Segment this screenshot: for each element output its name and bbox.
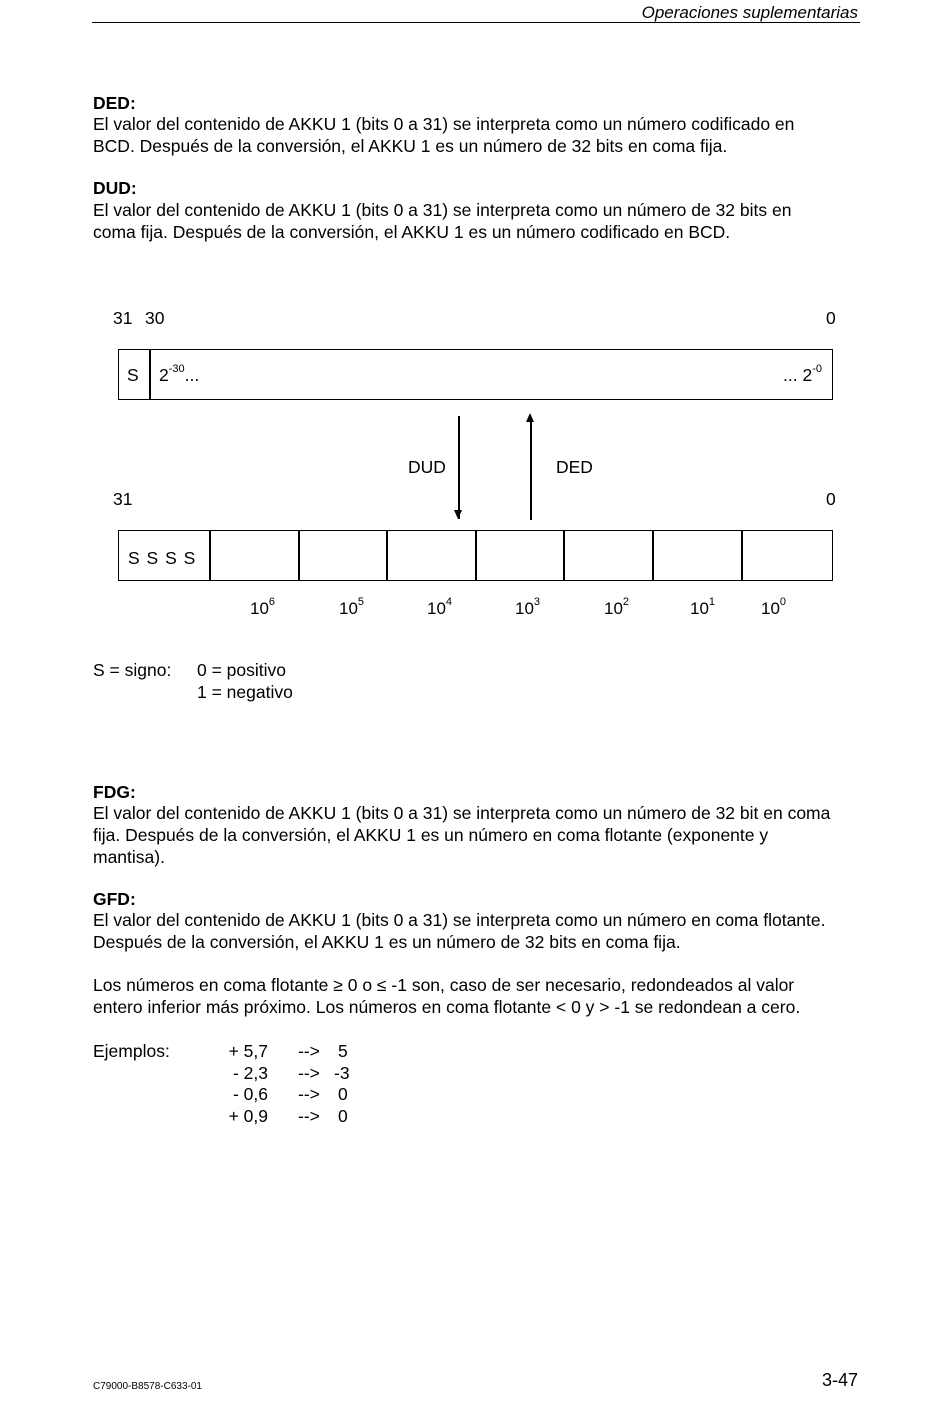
fdg-body <box>93 802 863 868</box>
fdg-line: El valor del contenido de AKKU 1 (bits 0 a 31) se interpreta como un número de 32 bit en coma <box>93 803 831 823</box>
decade-weight: $10^1$ <box>690 596 716 618</box>
bottom-bit-31: 31 <box>113 489 133 509</box>
top-bit-30: 30 <box>145 308 165 328</box>
bcd-register <box>118 530 833 581</box>
decade-weight: $10^2$ <box>604 596 630 618</box>
ded-line: El valor del contenido de AKKU 1 (bits 0 a 31) se interpreta como un número codificado en <box>93 114 795 134</box>
top-bit-31: 31 <box>113 308 133 328</box>
decade-weight: $10^6$ <box>250 596 276 618</box>
sign-separator <box>149 350 151 399</box>
ded-line: BCD. Después de la conversión, el AKKU 1 es un número de 32 bits en coma fija. <box>93 136 728 156</box>
ded-body <box>93 113 863 157</box>
gfd-body <box>93 909 863 953</box>
example-arrow: --> <box>298 1041 320 1061</box>
example-arrow: --> <box>298 1106 320 1126</box>
bcd-separator <box>298 531 300 580</box>
example-output: 0 <box>338 1106 348 1126</box>
arrow-down-icon <box>454 510 462 519</box>
ded-title: DED: <box>93 93 136 113</box>
gfd-line: El valor del contenido de AKKU 1 (bits 0 a 31) se interpreta como un número en coma flotante. <box>93 910 826 930</box>
fdg-title: FDG: <box>93 782 136 802</box>
header-title: Operaciones suplementarias <box>641 3 858 22</box>
fixed-point-register <box>118 349 833 400</box>
bcd-separator <box>741 531 743 580</box>
bottom-sign-bits: S S S S <box>128 548 197 568</box>
top-bit-0: 0 <box>826 308 836 328</box>
sign-legend-positive: 0 = positivo <box>197 660 287 680</box>
dud-line: El valor del contenido de AKKU 1 (bits 0 a 31) se interpreta como un número de 32 bits en <box>93 200 792 220</box>
example-input: + 5,7 <box>228 1041 268 1061</box>
example-input: - 2,3 <box>232 1063 268 1083</box>
example-output: -3 <box>334 1063 350 1083</box>
top-sign: S <box>127 365 139 385</box>
example-output: 5 <box>338 1041 348 1061</box>
fdg-line: mantisa). <box>93 847 165 867</box>
msb-weight: $2^{-30}$... <box>159 363 200 385</box>
fdg-line: fija. Después de la conversión, el AKKU 1 es un número en coma flotante (exponente y <box>93 825 769 845</box>
decade-weight: $10^5$ <box>339 596 365 618</box>
dud-arrow-label: DUD <box>408 457 446 477</box>
sign-legend-negative: 1 = negativo <box>197 682 293 702</box>
example-input: + 0,9 <box>228 1106 268 1126</box>
bcd-separator <box>386 531 388 580</box>
decade-weight: $10^3$ <box>515 596 541 618</box>
rounding-paragraph <box>93 974 863 1018</box>
ded-arrow-label: DED <box>556 457 593 477</box>
dud-arrow <box>458 416 460 519</box>
bcd-separator <box>652 531 654 580</box>
example-output: 0 <box>338 1084 348 1104</box>
dud-line: coma fija. Después de la conversión, el AKKU 1 es un número codificado en BCD. <box>93 222 731 242</box>
bcd-separator <box>475 531 477 580</box>
dud-body <box>93 199 863 243</box>
dud-title: DUD: <box>93 178 137 198</box>
bottom-bit-0: 0 <box>826 489 836 509</box>
examples-label: Ejemplos: <box>93 1041 170 1061</box>
sign-legend-label: S = signo: <box>93 660 172 680</box>
lsb-weight: ... $2^{-0}$ <box>783 363 822 385</box>
page-number: 3-47 <box>821 1370 858 1390</box>
example-arrow: --> <box>298 1063 320 1083</box>
gfd-line: Después de la conversión, el AKKU 1 es un número de 32 bits en coma fija. <box>93 932 681 952</box>
rounding-line: Los números en coma flotante ≥ 0 o ≤ -1 son, caso de ser necesario, redondeados al valor <box>93 975 795 995</box>
decade-weight: $10^0$ <box>761 596 787 618</box>
header-rule <box>92 22 860 23</box>
decade-weight: $10^4$ <box>427 596 453 618</box>
example-arrow: --> <box>298 1084 320 1104</box>
document-code: C79000-B8578-C633-01 <box>93 1381 202 1392</box>
bcd-separator <box>563 531 565 580</box>
bcd-separator <box>209 531 211 580</box>
rounding-line: entero inferior más próximo. Los números en coma flotante < 0 y > -1 se redondean a cero. <box>93 997 801 1017</box>
example-input: - 0,6 <box>232 1084 268 1104</box>
ded-arrow <box>530 420 532 520</box>
gfd-title: GFD: <box>93 889 136 909</box>
arrow-up-icon <box>526 413 534 422</box>
